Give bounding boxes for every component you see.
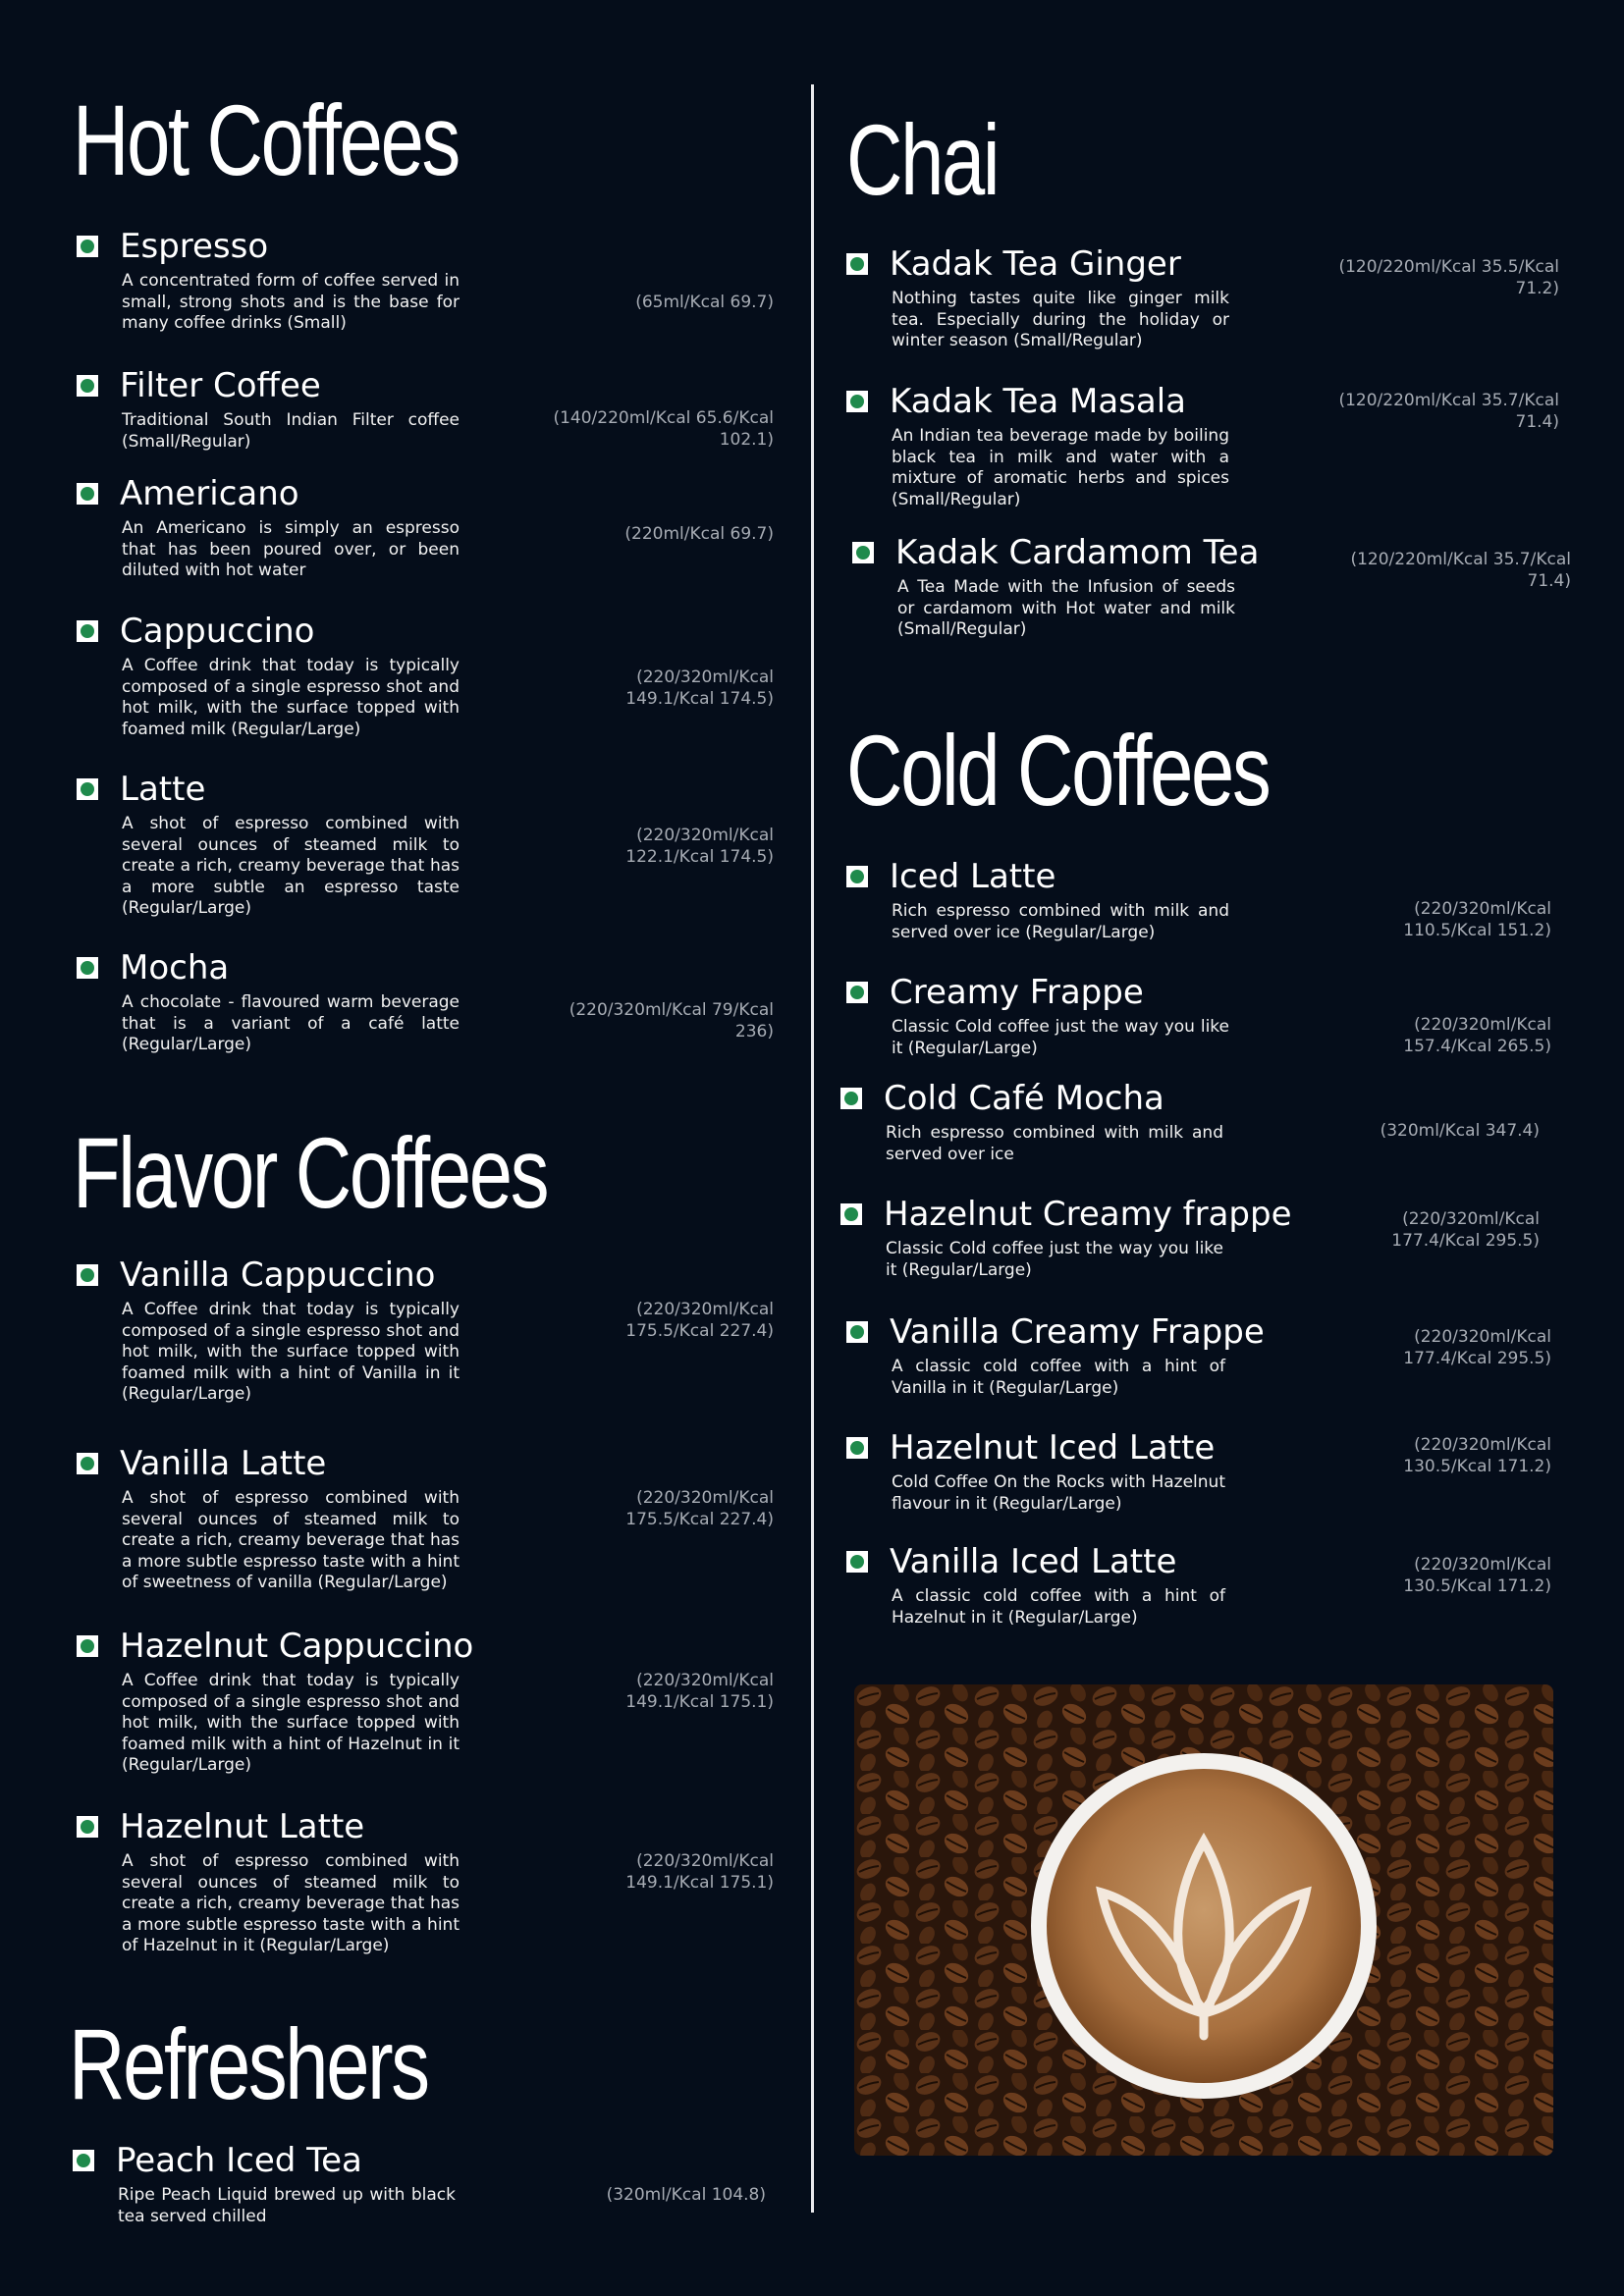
section-title-refreshers: Refreshers — [69, 2008, 428, 2120]
section-title-hot-coffees: Hot Coffees — [73, 84, 459, 196]
item-nutrition: (220/320ml/Kcal 149.1/Kcal 175.1) — [625, 1851, 774, 1893]
section-title-cold-coffees: Cold Coffees — [846, 715, 1270, 827]
item-nutrition: (220/320ml/Kcal 149.1/Kcal 174.5) — [625, 667, 774, 709]
item-nutrition: (220/320ml/Kcal 149.1/Kcal 175.1) — [625, 1671, 774, 1712]
item-description: Classic Cold coffee just the way you like it (Regular/Large) — [886, 1239, 1223, 1280]
item-nutrition: (120/220ml/Kcal 35.7/Kcal 71.4) — [1338, 391, 1559, 432]
item-name: Espresso — [120, 227, 269, 266]
item-name: Hazelnut Cappuccino — [120, 1627, 474, 1666]
veg-icon — [852, 542, 874, 563]
item-nutrition: (220/320ml/Kcal 157.4/Kcal 265.5) — [1403, 1015, 1551, 1056]
item-nutrition: (320ml/Kcal 347.4) — [1380, 1121, 1540, 1141]
item-name: Hazelnut Creamy frappe — [884, 1195, 1292, 1234]
item-name: Creamy Frappe — [890, 973, 1144, 1012]
item-description: A shot of espresso combined with several ounces of steamed milk to create a rich, creamy beverage that has a more subtle espresso taste with a hint of sweetness of vanilla (Regular/Large) — [122, 1488, 460, 1592]
veg-icon — [77, 778, 98, 800]
item-nutrition: (220/320ml/Kcal 122.1/Kcal 174.5) — [625, 826, 774, 867]
item-description: Rich espresso combined with milk and served over ice — [886, 1123, 1223, 1164]
item-description: Nothing tastes quite like ginger milk tea. Especially during the holiday or winter season (Small/Regular) — [892, 289, 1229, 350]
veg-icon — [77, 236, 98, 257]
coffee-cup-image — [854, 1684, 1553, 2156]
item-description: A Coffee drink that today is typically composed of a single espresso shot and hot milk, with the surface topped with foamed milk with a hint of Vanilla in it (Regular/Large) — [122, 1300, 460, 1404]
veg-icon — [846, 1437, 868, 1459]
item-name: Peach Iced Tea — [116, 2141, 362, 2180]
veg-icon — [77, 375, 98, 397]
item-description: A chocolate - flavoured warm beverage that is a variant of a café latte (Regular/Large) — [122, 992, 460, 1054]
veg-icon — [77, 1635, 98, 1657]
item-name: Vanilla Latte — [120, 1444, 327, 1483]
item-description: A classic cold coffee with a hint of Vanilla in it (Regular/Large) — [892, 1357, 1225, 1398]
veg-icon — [840, 1088, 862, 1109]
veg-icon — [846, 1551, 868, 1573]
veg-icon — [846, 1321, 868, 1343]
latte-art-illustration — [854, 1684, 1553, 2156]
veg-icon — [73, 2150, 94, 2171]
item-name: Kadak Tea Ginger — [890, 244, 1181, 284]
item-nutrition: (220/320ml/Kcal 130.5/Kcal 171.2) — [1403, 1555, 1551, 1596]
item-nutrition: (220/320ml/Kcal 110.5/Kcal 151.2) — [1403, 899, 1551, 940]
item-nutrition: (220ml/Kcal 69.7) — [624, 524, 774, 544]
item-nutrition: (140/220ml/Kcal 65.6/Kcal 102.1) — [553, 408, 774, 450]
veg-icon — [77, 483, 98, 505]
item-name: Hazelnut Iced Latte — [890, 1428, 1216, 1468]
item-description: Traditional South Indian Filter coffee (Small/Regular) — [122, 410, 460, 452]
item-description: A Tea Made with the Infusion of seeds or cardamom with Hot water and milk (Small/Regular) — [897, 577, 1235, 639]
item-description: An Indian tea beverage made by boiling black tea in milk and water with a mixture of aromatic herbs and spices (Small/Regular) — [892, 426, 1229, 509]
item-name: Mocha — [120, 948, 230, 988]
item-nutrition: (120/220ml/Kcal 35.7/Kcal 71.4) — [1350, 550, 1571, 591]
veg-icon — [846, 982, 868, 1003]
item-name: Cold Café Mocha — [884, 1079, 1164, 1118]
item-name: Latte — [120, 770, 206, 809]
item-description: Cold Coffee On the Rocks with Hazelnut flavour in it (Regular/Large) — [892, 1472, 1225, 1514]
item-description: Ripe Peach Liquid brewed up with black tea served chilled — [118, 2185, 456, 2226]
veg-icon — [840, 1203, 862, 1225]
veg-icon — [77, 1264, 98, 1286]
item-nutrition: (220/320ml/Kcal 79/Kcal 236) — [568, 1000, 774, 1041]
item-description: A Coffee drink that today is typically composed of a single espresso shot and hot milk, with the surface topped with foamed milk (Regular/Large) — [122, 656, 460, 739]
section-title-chai: Chai — [846, 104, 999, 216]
item-nutrition: (220/320ml/Kcal 175.5/Kcal 227.4) — [625, 1488, 774, 1529]
veg-icon — [77, 620, 98, 642]
item-description: A Coffee drink that today is typically composed of a single espresso shot and hot milk, with the surface topped with foamed milk with a hint of Hazelnut in it (Regular/Large) — [122, 1671, 460, 1775]
item-description: Rich espresso combined with milk and served over ice (Regular/Large) — [892, 901, 1229, 942]
item-name: Hazelnut Latte — [120, 1807, 365, 1846]
item-name: Cappuccino — [120, 612, 315, 651]
item-nutrition: (220/320ml/Kcal 130.5/Kcal 171.2) — [1403, 1435, 1551, 1476]
item-nutrition: (120/220ml/Kcal 35.5/Kcal 71.2) — [1338, 257, 1559, 298]
item-name: Iced Latte — [890, 857, 1056, 896]
item-nutrition: (220/320ml/Kcal 177.4/Kcal 295.5) — [1403, 1327, 1551, 1368]
item-name: Kadak Tea Masala — [890, 382, 1186, 421]
item-description: A classic cold coffee with a hint of Hazelnut in it (Regular/Large) — [892, 1586, 1225, 1628]
item-description: A shot of espresso combined with several ounces of steamed milk to create a rich, creamy beverage that has a more subtle an espresso taste (Regular/Large) — [122, 814, 460, 918]
item-name: Americano — [120, 474, 299, 513]
item-name: Kadak Cardamom Tea — [895, 533, 1260, 572]
item-description: Classic Cold coffee just the way you like it (Regular/Large) — [892, 1017, 1229, 1058]
veg-icon — [846, 866, 868, 887]
item-description: An Americano is simply an espresso that has been poured over, or been diluted with hot water — [122, 518, 460, 580]
veg-icon — [846, 253, 868, 275]
veg-icon — [77, 1453, 98, 1474]
item-name: Vanilla Creamy Frappe — [890, 1312, 1265, 1352]
item-nutrition: (320ml/Kcal 104.8) — [606, 2185, 766, 2205]
column-divider — [811, 84, 814, 2213]
item-description: A shot of espresso combined with several ounces of steamed milk to create a rich, creamy beverage that has a more subtle espresso taste with a hint of Hazelnut in it (Regular/Large) — [122, 1851, 460, 1955]
veg-icon — [77, 1816, 98, 1838]
veg-icon — [846, 391, 868, 412]
item-description: A concentrated form of coffee served in small, strong shots and is the base for many coffee drinks (Small) — [122, 271, 460, 333]
veg-icon — [77, 957, 98, 979]
section-title-flavor-coffees: Flavor Coffees — [73, 1117, 548, 1229]
item-nutrition: (220/320ml/Kcal 175.5/Kcal 227.4) — [625, 1300, 774, 1341]
item-nutrition: (65ml/Kcal 69.7) — [635, 293, 774, 312]
item-name: Vanilla Iced Latte — [890, 1542, 1177, 1581]
item-name: Vanilla Cappuccino — [120, 1255, 436, 1295]
item-nutrition: (220/320ml/Kcal 177.4/Kcal 295.5) — [1391, 1209, 1540, 1251]
item-name: Filter Coffee — [120, 366, 321, 405]
